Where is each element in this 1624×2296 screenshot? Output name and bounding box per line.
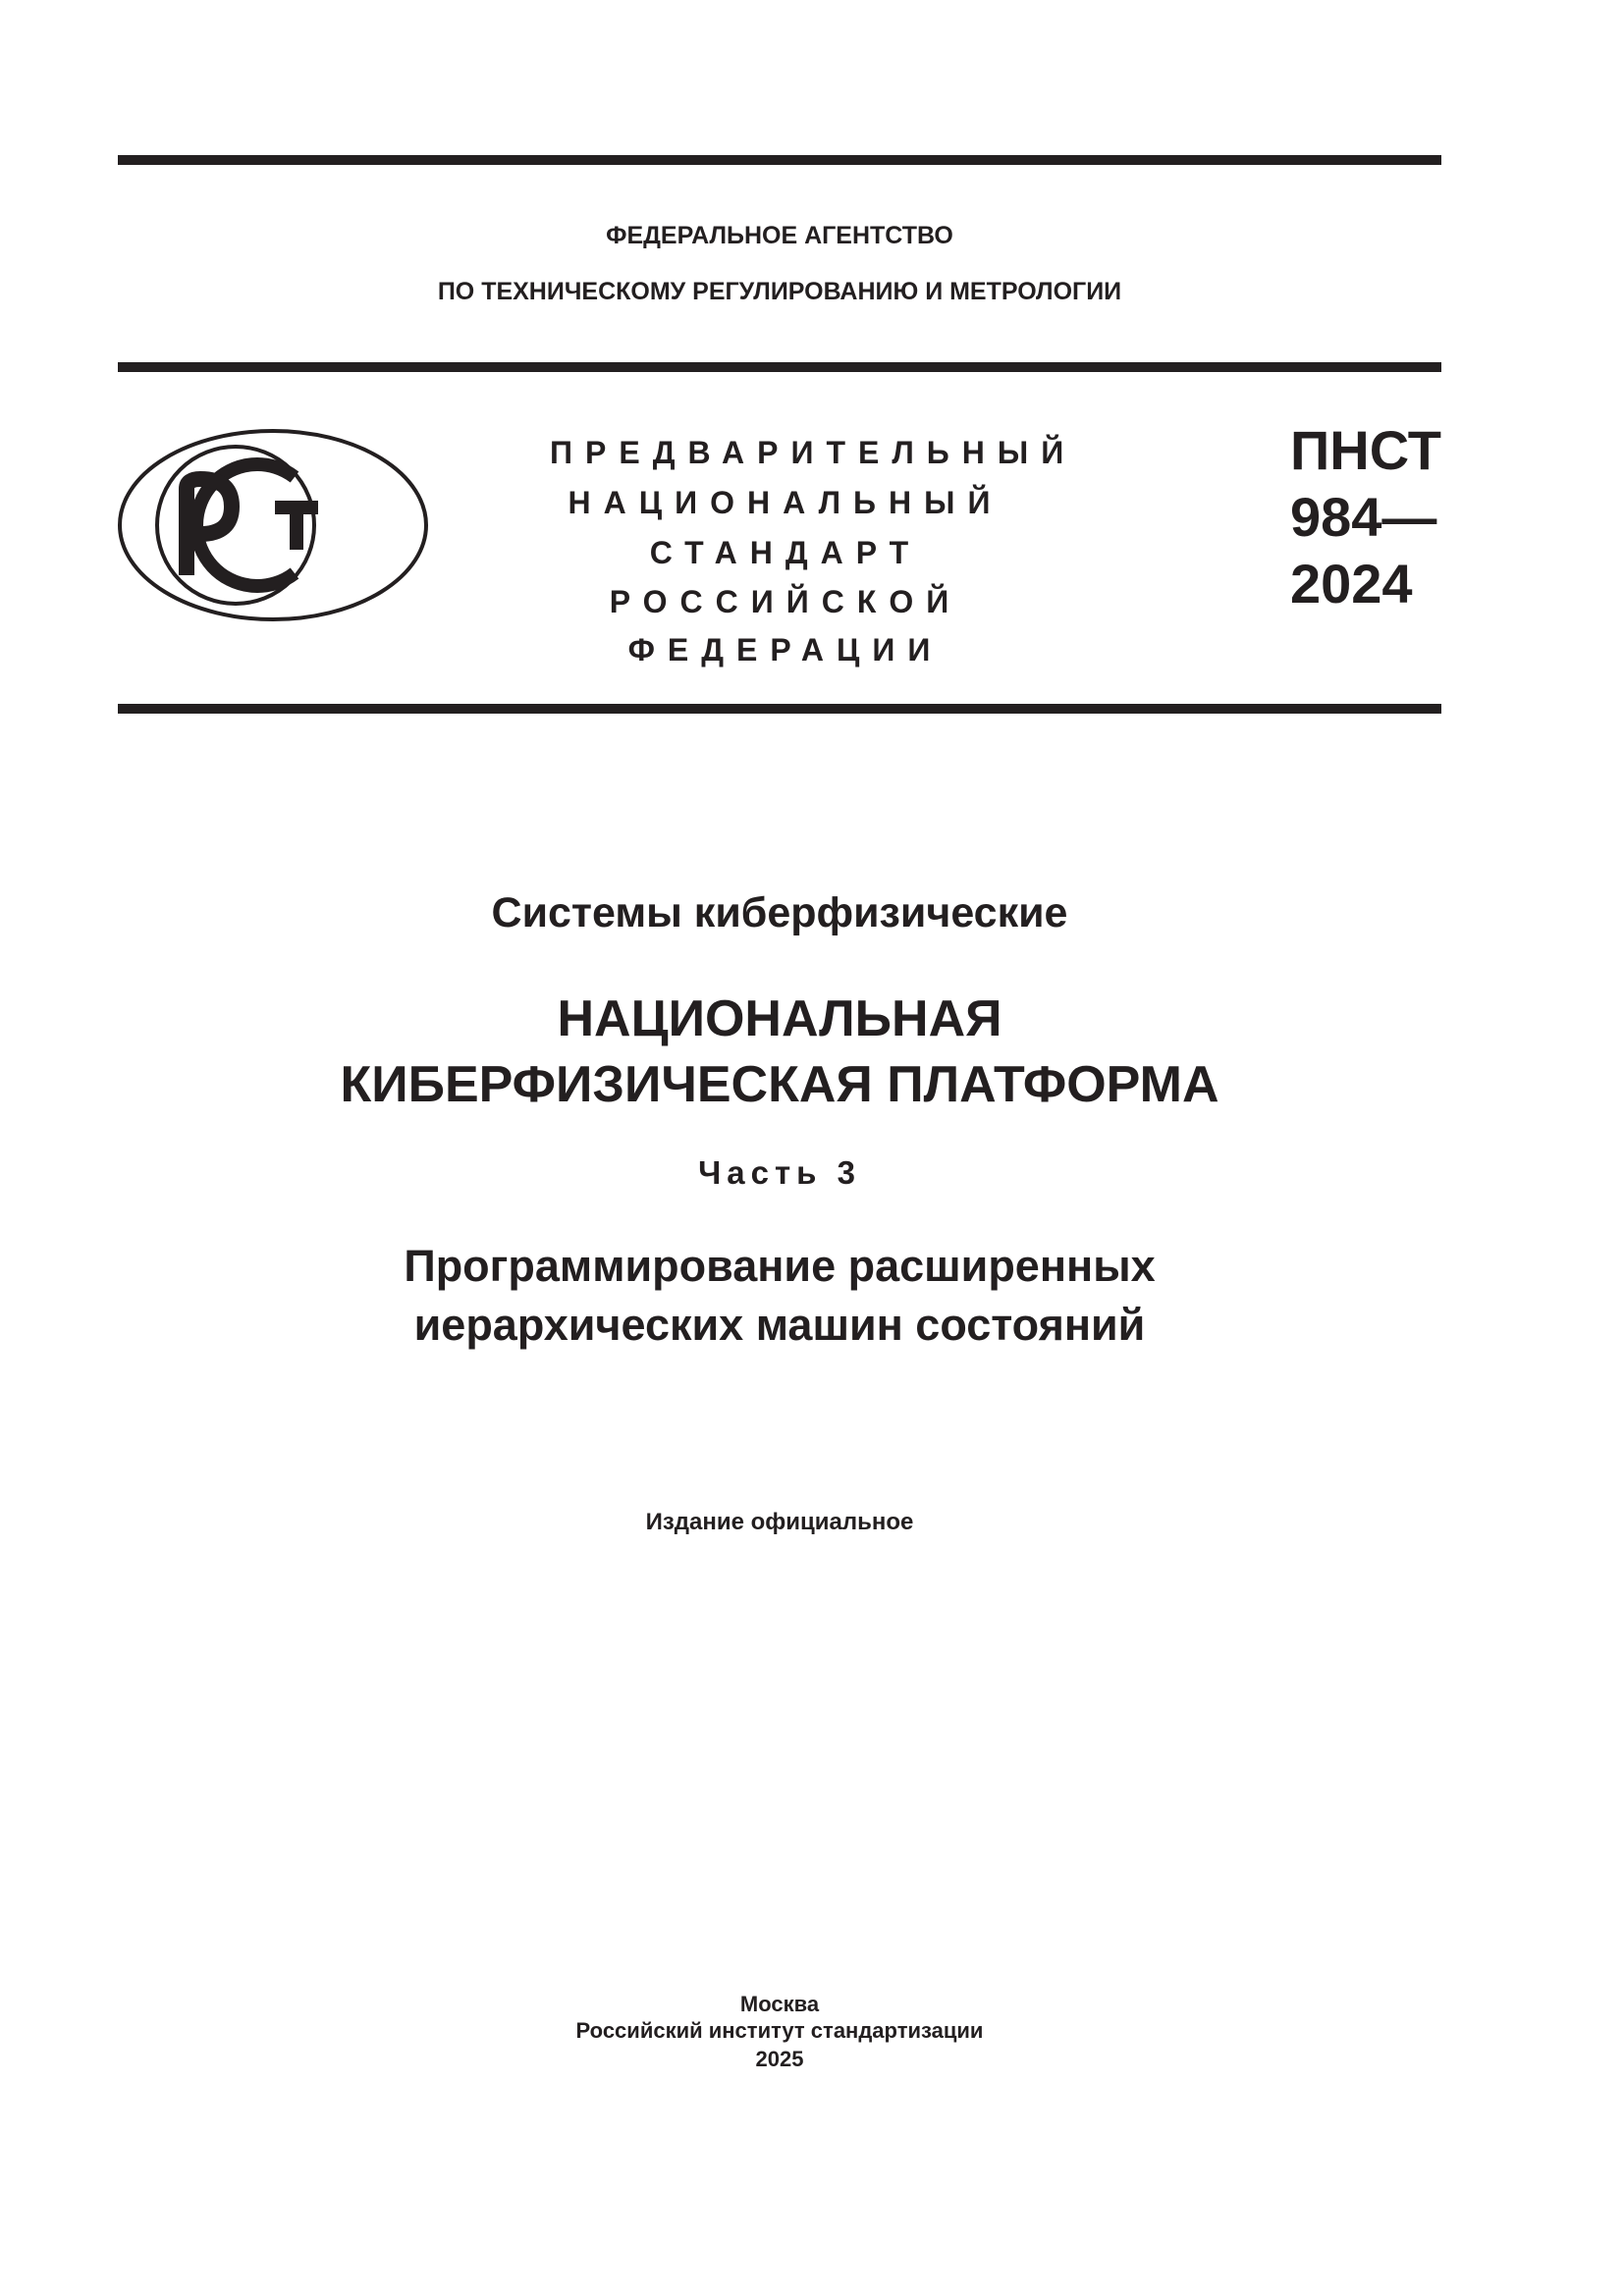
- standard-designation: [1290, 417, 1441, 617]
- gost-logo: [116, 428, 430, 624]
- standard-type-line-4: РОССИЙСКОЙ: [609, 584, 962, 619]
- edition-note: Издание официальное: [645, 1509, 914, 1535]
- standard-type-line-5: ФЕДЕРАЦИИ: [627, 632, 944, 667]
- imprint-year: 2025: [755, 2047, 804, 2071]
- standard-type-line-2: НАЦИОНАЛЬНЫЙ: [568, 485, 1003, 520]
- designation-number: 984—: [1290, 486, 1437, 548]
- document-title-line-2: КИБЕРФИЗИЧЕСКАЯ ПЛАТФОРМА: [340, 1056, 1219, 1113]
- part-title-line-1: Программирование расширенных: [404, 1241, 1156, 1291]
- standard-type-line-3: СТАНДАРТ: [649, 535, 922, 570]
- agency-line-1: ФЕДЕРАЛЬНОЕ АГЕНТСТВО: [606, 222, 953, 249]
- document-subtitle: Системы киберфизические: [491, 889, 1068, 936]
- designation-prefix: ПНСТ: [1290, 419, 1441, 481]
- part-title-line-2: иерархических машин состояний: [413, 1300, 1146, 1350]
- agency-line-2: ПО ТЕХНИЧЕСКОМУ РЕГУЛИРОВАНИЮ И МЕТРОЛОГИИ: [437, 278, 1122, 305]
- designation-year: 2024: [1290, 553, 1413, 614]
- imprint-publisher: Российский институт стандартизации: [575, 2018, 984, 2043]
- standard-type-line-1: ПРЕДВАРИТЕЛЬНЫЙ: [550, 435, 1077, 470]
- document-title-line-1: НАЦИОНАЛЬНАЯ: [557, 990, 1002, 1047]
- part-number: Часть 3: [698, 1154, 861, 1191]
- top-rule: [118, 155, 1441, 165]
- imprint-city: Москва: [739, 1992, 820, 2016]
- header-rule: [118, 362, 1441, 372]
- bottom-header-rule: [118, 704, 1441, 714]
